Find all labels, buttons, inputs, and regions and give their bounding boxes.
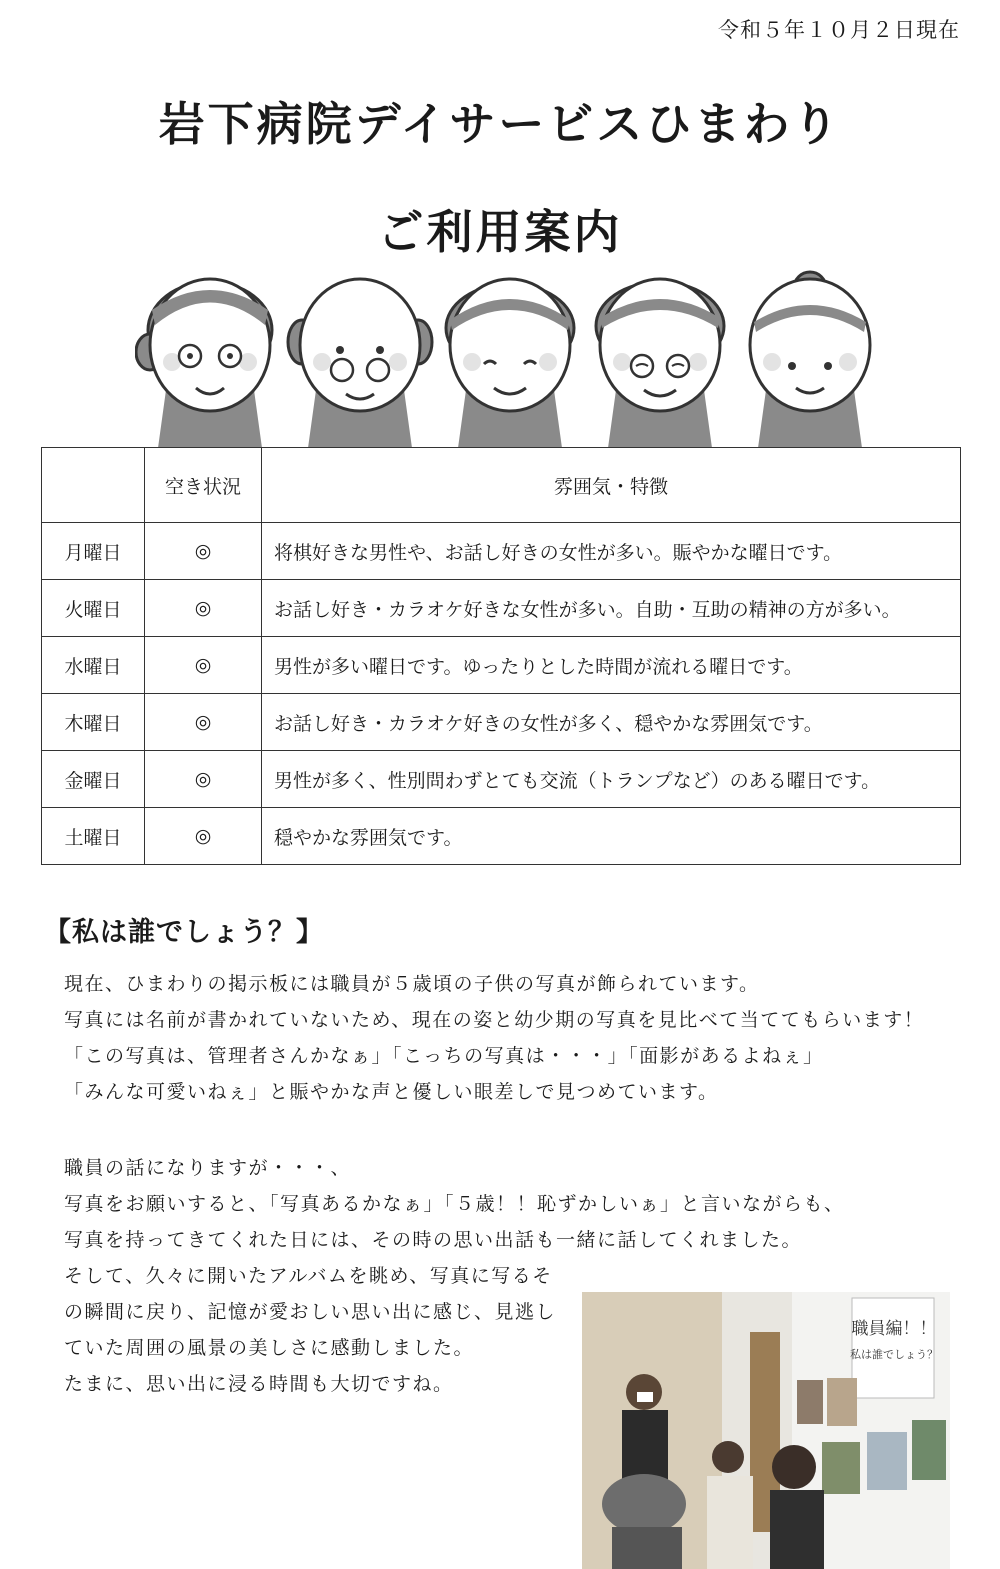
paragraph-line: そして、久々に開いたアルバムを眺め、写真に写るそ (64, 1265, 553, 1287)
vacancy-cell: ◎ (145, 523, 262, 580)
vacancy-cell: ◎ (145, 808, 262, 865)
paragraph-line: 写真をお願いすると、「写真あるかなぁ」「５歳！！恥ずかしいぁ」と言いながらも、 (64, 1193, 845, 1215)
day-cell: 土曜日 (42, 808, 145, 865)
date-label: 令和５年１０月２日現在 (718, 18, 960, 42)
table-row (42, 637, 961, 694)
paragraph-line: 「みんな可愛いねぇ」と賑やかな声と優しい眼差しで見つめています。 (64, 1081, 719, 1103)
vacancy-cell: ◎ (145, 694, 262, 751)
bulletin-board-photo (582, 1292, 950, 1569)
paragraph-line: 職員の話になりますが・・・、 (64, 1157, 352, 1179)
header-day (42, 448, 145, 523)
vacancy-cell: ◎ (145, 637, 262, 694)
table-row (42, 694, 961, 751)
page-subtitle: ご利用案内 (377, 205, 623, 259)
features-cell: 男性が多く、性別問わずとても交流（トランプなど）のある曜日です。 (262, 751, 961, 808)
section-title: 【私は誰でしょう？】 (44, 917, 324, 948)
face-1 (136, 279, 272, 448)
vacancy-cell: ◎ (145, 580, 262, 637)
header-vacancy: 空き状況 (145, 448, 262, 523)
features-cell: 男性が多い曜日です。ゆったりとした時間が流れる曜日です。 (262, 637, 961, 694)
face-5 (750, 272, 870, 448)
photo-sign-line1: 職員編！！ (851, 1319, 937, 1339)
features-cell: 将棋好きな男性や、お話し好きの女性が多い。賑やかな曜日です。 (262, 523, 961, 580)
paragraph-line: ていた周囲の風景の美しさに感動しました。 (64, 1337, 475, 1359)
paragraph-2 (64, 1150, 845, 1258)
features-cell: お話し好き・カラオケ好きの女性が多く、穏やかな雰囲気です。 (262, 694, 961, 751)
face-3 (446, 279, 574, 448)
elderly-people-faces-illustration (135, 270, 885, 448)
day-cell: 木曜日 (42, 694, 145, 751)
paragraph-line: 写真には名前が書かれていないため、現在の姿と幼少期の写真を見比べて当ててもらいます！ (64, 1009, 925, 1031)
vacancy-cell: ◎ (145, 751, 262, 808)
paragraph-line: 写真を持ってきてくれた日には、その時の思い出話も一緒に話してくれました。 (64, 1229, 803, 1251)
day-cell: 水曜日 (42, 637, 145, 694)
features-cell: 穏やかな雰囲気です。 (262, 808, 961, 865)
table-row (42, 580, 961, 637)
table-row (42, 523, 961, 580)
paragraph-1 (64, 966, 924, 1110)
paragraph-line: の瞬間に戻り、記憶が愛おしい思い出に感じ、見逃し (64, 1301, 557, 1323)
page-title: 岩下病院デイサービスひまわり (158, 97, 842, 151)
day-cell: 火曜日 (42, 580, 145, 637)
face-4 (596, 279, 724, 448)
paragraph-line: たまに、思い出に浸る時間も大切ですね。 (64, 1373, 454, 1395)
day-cell: 金曜日 (42, 751, 145, 808)
photo-sign-line2: 私は誰でしょう？ (850, 1348, 938, 1361)
paragraph-line: 現在、ひまわりの掲示板には職員が５歳頃の子供の写真が飾られています。 (64, 973, 760, 995)
paragraph-line: 「この写真は、管理者さんかなぁ」「こっちの写真は・・・」「面影があるよねぇ」 (64, 1045, 824, 1067)
table-row (42, 808, 961, 865)
day-cell: 月曜日 (42, 523, 145, 580)
features-cell: お話し好き・カラオケ好きな女性が多い。自助・互助の精神の方が多い。 (262, 580, 961, 637)
header-features: 雰囲気・特徴 (262, 448, 961, 523)
paragraph-3 (64, 1258, 556, 1402)
table-row (42, 751, 961, 808)
table-header-row (42, 448, 961, 523)
schedule-table (41, 447, 961, 865)
face-2 (288, 279, 432, 448)
